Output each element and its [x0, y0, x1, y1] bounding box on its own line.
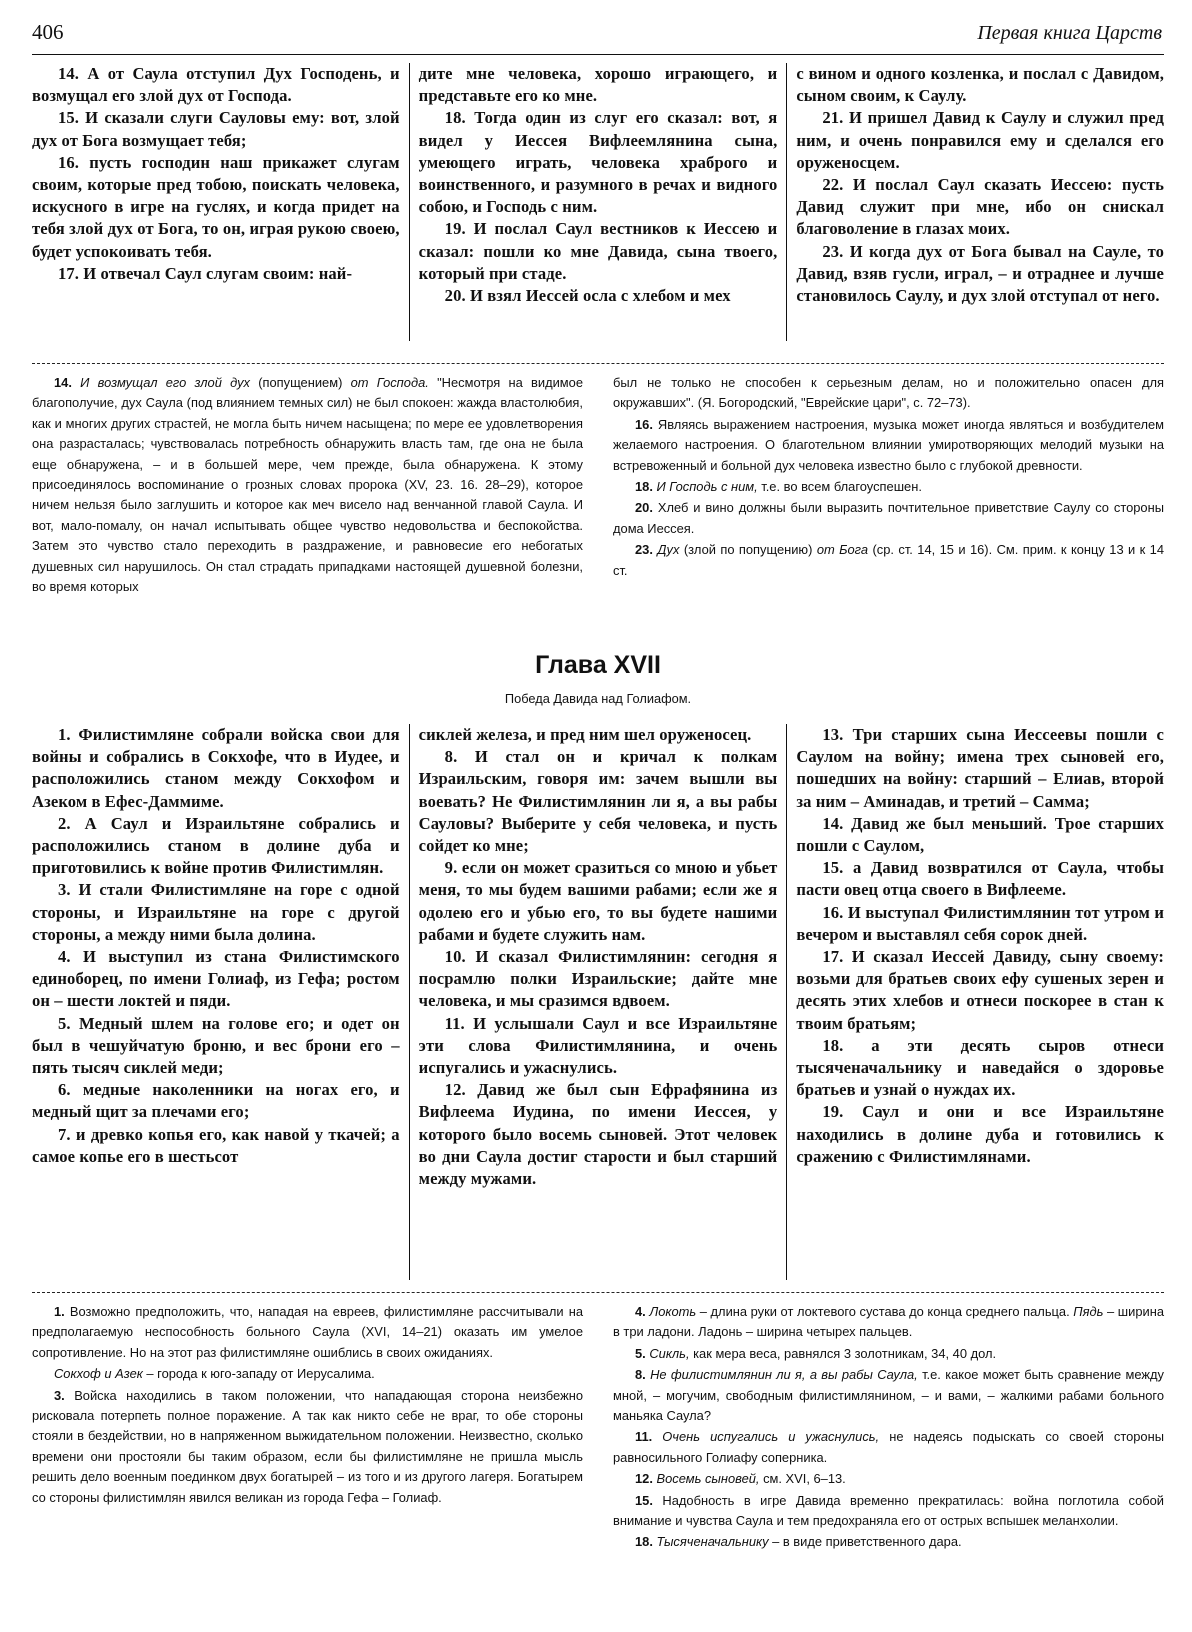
verse-paragraph: 21. И пришел Давид к Саулу и служил пред ним, и очень понравился ему и сделался его оруженосцем.: [796, 108, 1165, 172]
note-text: был не только не способен к серьезным делам, но и положительно опасен для окружавших". (Я. Богородский, "Еврейские цари", с. 72–73).: [613, 375, 1164, 411]
commentary-note: [32, 1386, 583, 1508]
top-column-3: [786, 63, 1164, 341]
note-quoted-phrase: Сикль,: [645, 1345, 690, 1361]
running-title: Первая книга Царств: [977, 22, 1162, 44]
verse-paragraph: 13. Три старших сына Иессеевы пошли с Саулом на войну; имена трех сыновей его, пошедших на войну: старший – Елиав, второй за ним – Аминадав, и третий – Самма;: [796, 725, 1165, 811]
top-column-1: [32, 63, 409, 341]
note-verse-number: 11.: [635, 1429, 653, 1445]
commentary-note: [613, 540, 1164, 581]
verse-paragraph: 19. И послал Саул вестников к Иессею и сказал: пошли ко мне Давида, сына твоего, который при стаде.: [418, 219, 778, 283]
top-commentary: [32, 373, 1164, 625]
verse-paragraph: 2. А Саул и Израильтяне собрались и расположились станом в долине дуба и приготовились к войне против Филистимлян.: [32, 813, 400, 878]
verse-paragraph: 15. а Давид возвратился от Саула, чтобы пасти овец отца своего в Вифлееме.: [796, 858, 1165, 900]
commentary-divider-2: [32, 1292, 1164, 1293]
verse-paragraph: 3. И стали Филистимляне на горе с одной стороны, и Израильтяне на горе с другой стороны, а между ними была долина.: [32, 880, 400, 944]
verse-paragraph: 8. И стал он и кричал к полкам Израильским, говоря им: зачем вышли вы воевать? Не Филистимлянин ли я, а вы рабы Сауловы? Выберите у себя человека, и пусть сойдет ко мне;: [418, 747, 778, 856]
verse-paragraph: 17. И сказал Иессей Давиду, сыну своему: возьми для братьев своих ефу сушеных зерен и десять этих хлебов и отнеси поскорее в стан к твоим братьям;: [796, 947, 1165, 1033]
note-text: т.е. какое может быть сравнение между мной, – могучим, свободным филистимлянином, – и вами, – жалкими рабами больного маньяка Саула?: [613, 1367, 1164, 1424]
note-quoted-phrase: Локоть: [645, 1304, 697, 1319]
note-verse-number: 18.: [635, 479, 653, 495]
commentary-note: [613, 1365, 1164, 1426]
bottom-commentary-left: [32, 1302, 598, 1567]
note-text: см. XVI, 6–13.: [759, 1471, 846, 1487]
verse-paragraph: 6. медные наколенники на ногах его, и медный щит за плечами его;: [32, 1080, 400, 1122]
verse-paragraph: 19. Саул и они и все Израильтяне находились в долине дуба и готовились к сражению с Филистимлянами.: [796, 1102, 1165, 1166]
commentary-note: [613, 1469, 1164, 1489]
note-verse-number: 15.: [635, 1492, 653, 1508]
commentary-note: [32, 1302, 583, 1363]
verse-paragraph: 5. Медный шлем на голове его; и одет он был в чешуйчатую броню, и вес брони его – пять тысяч сиклей меди;: [32, 1013, 400, 1078]
note-text: Возможно предположить, что, нападая на евреев, филистимляне рассчитывали на предполагаемую неспособность больного Саула (XVI, 14–21) оказать им умелое сопротивление. Но на этот раз филистимляне ошиблись в своих ожиданиях.: [32, 1304, 583, 1360]
note-text: не надеясь подыскать со своей стороны равносильного Голиафу соперника.: [613, 1429, 1164, 1465]
note-verse-number: 3.: [54, 1387, 65, 1403]
verse-paragraph: 10. И сказал Филистимлянин: сегодня я посрамлю полки Израильские; дайте мне человека, и мы сразимся вдвоем.: [418, 947, 778, 1011]
note-verse-number: 4.: [635, 1304, 646, 1319]
note-quoted-phrase: И Господь с ним,: [652, 479, 758, 495]
chapter-column-3: [786, 724, 1164, 1280]
commentary-note: [613, 477, 1164, 497]
note-quoted-phrase: Дух: [652, 542, 680, 558]
note-verse-number: 1.: [54, 1304, 65, 1319]
verse-paragraph: 12. Давид же был сын Ефрафянина из Вифлеема Иудина, по имени Иессея, у которого было восемь сыновей. Этот человек во дни Саула достиг старости и был старший между мужами.: [418, 1080, 778, 1189]
commentary-divider: [32, 363, 1164, 364]
note-quoted-phrase: от Бога: [816, 542, 869, 558]
note-verse-number: 23.: [635, 542, 653, 558]
verse-paragraph: 20. И взял Иессей осла с хлебом и мех: [444, 286, 731, 306]
chapter-heading: [32, 649, 1164, 706]
note-verse-number: 20.: [635, 500, 653, 516]
verse-paragraph: 14. А от Саула отступил Дух Господень, и возмущал его злой дух от Господа.: [32, 64, 400, 106]
note-quoted-phrase: от Господа.: [350, 375, 429, 390]
note-quoted-phrase: Не филистимлянин ли я, а вы рабы Саула,: [645, 1367, 918, 1383]
verse-paragraph: 16. И выступал Филистимлянин тот утром и вечером и выставлял себя сорок дней.: [796, 902, 1165, 944]
running-head: [32, 18, 1164, 55]
commentary-note: [613, 498, 1164, 539]
note-quoted-phrase: Сокхоф и Азек: [54, 1366, 143, 1382]
chapter-title: Глава XVII: [535, 651, 661, 679]
note-quoted-phrase: Восемь сыновей,: [652, 1471, 760, 1487]
top-commentary-right: [598, 373, 1164, 625]
page-number: 406: [32, 20, 64, 44]
commentary-note: [613, 1302, 1164, 1343]
note-quoted-phrase: Пядь: [1073, 1304, 1104, 1319]
commentary-note: [32, 1364, 583, 1384]
note-verse-number: 14.: [54, 375, 72, 390]
note-text: Хлеб и вино должны были выразить почтительное приветствие Саулу со стороны дома Иессея.: [613, 500, 1164, 536]
chapter-scripture: [32, 724, 1164, 1280]
commentary-note: [613, 1427, 1164, 1468]
note-text: – в виде приветственного дара.: [768, 1534, 962, 1550]
verse-paragraph: 17. И отвечал Саул слугам своим: най-: [58, 263, 353, 283]
verse-paragraph: 11. И услышали Саул и все Израильтяне эти слова Филистимлянина, и очень испугались и ужаснулись.: [418, 1013, 778, 1078]
verse-paragraph: 15. И сказали слуги Сауловы ему: вот, злой дух от Бога возмущает тебя;: [32, 108, 400, 150]
chapter-summary: Победа Давида над Голиафом.: [504, 691, 692, 706]
verse-paragraph: 18. Тогда один из слуг его сказал: вот, я видел у Иессея Вифлеемлянина сына, умеющего играть, человека храброго и воинственного, и разумного в речах и видного собою, и Господь с ним.: [418, 108, 778, 217]
verse-paragraph: с вином и одного козленка, и послал с Давидом, сыном своим, к Саулу.: [796, 64, 1165, 106]
note-text: Войска находились в таком положении, что нападающая сторона неизбежно рисковала потерпеть полное поражение. А так как никто себе не враг, то обе стороны стояли в бездействии, но в напряженном выжидательном положении. Неизвестно, сколько времени они простояли бы таким образом, если бы филистимляне не пришла мысль решить дело военным поединком двух богатырей – из того и из другого лагеря. Богатырем со стороны филистимлян явился великан из города Гефа – Голиаф.: [32, 1387, 583, 1505]
book-page: [32, 18, 1164, 1567]
commentary-note: [613, 1344, 1164, 1364]
note-quoted-phrase: Очень испугались и ужаснулись,: [652, 1429, 880, 1445]
chapter-column-1: [32, 724, 409, 1280]
note-text: – города к юго-западу от Иерусалима.: [142, 1366, 375, 1382]
note-text: "Несмотря на видимое благополучие, дух Саула (под влиянием темных сил) не был спокоен: жажда властолюбия, как и многих других страстей, не могла быть ничем насыщена; по мере ее удовлетворения она разрасталась; чувствовалась потребность обнаружить власть там, где она не была еще обнаружена, – и в большей мере, чем прежде, была обнаружена. К этому присоединялось воспоминание о грозных словах пророка (XV, 23. 16. 28–29), которое ничем нельзя было заглушить и которое как меч висело над венчанной главой Саула. И вот, мало-помалу, он начал испытывать общее чувство недовольства и беспокойства. Затем это чувство стало переходить в раздражение, и равновесие его небогатых душевных сил нарушилось. Он стал страдать припадками настоящей душевной болезни, во время которых: [32, 375, 583, 595]
commentary-note: [613, 1532, 1164, 1552]
verse-paragraph: 9. если он может сразиться со мною и убьет меня, то мы будем вашими рабами; если же я одолею его и убью его, то вы будете нашими рабами и будете служить нам.: [418, 858, 778, 944]
verse-paragraph: 1. Филистимляне собрали войска свои для войны и собрались в Сокхофе, что в Иудее, и расположились станом между Сокхофом и Азеком в Ефес-Даммиме.: [32, 725, 400, 811]
verse-paragraph: сиклей железа, и пред ним шел оруженосец.: [418, 725, 752, 744]
verse-paragraph: 23. И когда дух от Бога бывал на Сауле, то Давид, взяв гусли, играл, – и отраднее и лучше становилось Саулу, и дух злой отступал от него.: [796, 241, 1165, 306]
note-text: – ширина в три ладони. Ладонь – ширина четырех пальцев.: [613, 1304, 1164, 1340]
note-text: Являясь выражением настроения, музыка может иногда являться и возбудителем желаемого настроения. О благотельном влиянии умиротворяющих мелодий музыки на встревоженный и больной дух человека известно было с глубокой древности.: [613, 416, 1164, 473]
verse-paragraph: 22. И послал Саул сказать Иессею: пусть Давид служит при мне, ибо он снискал благоволение в глазах моих.: [796, 175, 1165, 239]
commentary-note: [32, 373, 583, 597]
note-quoted-phrase: Тысяченачальнику: [652, 1534, 769, 1550]
verse-paragraph: 4. И выступил из стана Филистимского единоборец, по имени Голиаф, из Гефа; ростом он – шести локтей и пяди.: [32, 947, 400, 1011]
note-verse-number: 8.: [635, 1367, 646, 1383]
top-scripture: [32, 63, 1164, 341]
note-text: как мера веса, равнялся 3 золотникам, 34, 40 дол.: [689, 1345, 997, 1361]
note-text: – длина руки от локтевого сустава до конца среднего пальца.: [696, 1304, 1074, 1319]
bottom-commentary: [32, 1302, 1164, 1567]
note-text: т.е. во всем благоуспешен.: [757, 479, 922, 495]
top-commentary-left: [32, 373, 598, 625]
top-column-2: [409, 63, 787, 341]
note-verse-number: 5.: [635, 1345, 646, 1361]
chapter-column-2: [409, 724, 787, 1280]
commentary-note: [613, 373, 1164, 414]
commentary-note: [613, 1491, 1164, 1532]
note-text: (злой по попущению): [679, 542, 817, 558]
note-verse-number: 12.: [635, 1471, 653, 1487]
verse-paragraph: 7. и древко копья его, как навой у ткачей; а самое копье его в шестьсот: [32, 1124, 400, 1166]
verse-paragraph: 18. а эти десять сыров отнеси тысяченачальнику и наведайся о здоровье братьев и узнай о нуждах их.: [796, 1035, 1165, 1100]
note-text: (попущением): [249, 375, 351, 390]
note-verse-number: 18.: [635, 1534, 653, 1550]
verse-paragraph: 14. Давид же был меньший. Трое старших пошли с Саулом,: [796, 813, 1165, 856]
commentary-note: [613, 415, 1164, 476]
note-text: (ср. ст. 14, 15 и 16). См. прим. к концу 13 и к 14 ст.: [613, 542, 1165, 578]
note-verse-number: 16.: [635, 416, 653, 432]
note-text: Надобность в игре Давида временно прекратилась: война поглотила собой внимание и чувства Саула и тем предохраняла его от острых вспышек меланхолии.: [613, 1492, 1164, 1529]
note-quoted-phrase: И возмущал его злой дух: [71, 375, 250, 390]
verse-paragraph: дите мне человека, хорошо играющего, и представьте его ко мне.: [418, 64, 778, 106]
verse-paragraph: 16. пусть господин наш прикажет слугам своим, которые пред тобою, поискать человека, искусного в игре на гуслях, и когда придет на тебя злой дух от Бога, то он, играя рукою своею, будет успокоивать тебя.: [32, 152, 400, 261]
bottom-commentary-right: [598, 1302, 1164, 1567]
